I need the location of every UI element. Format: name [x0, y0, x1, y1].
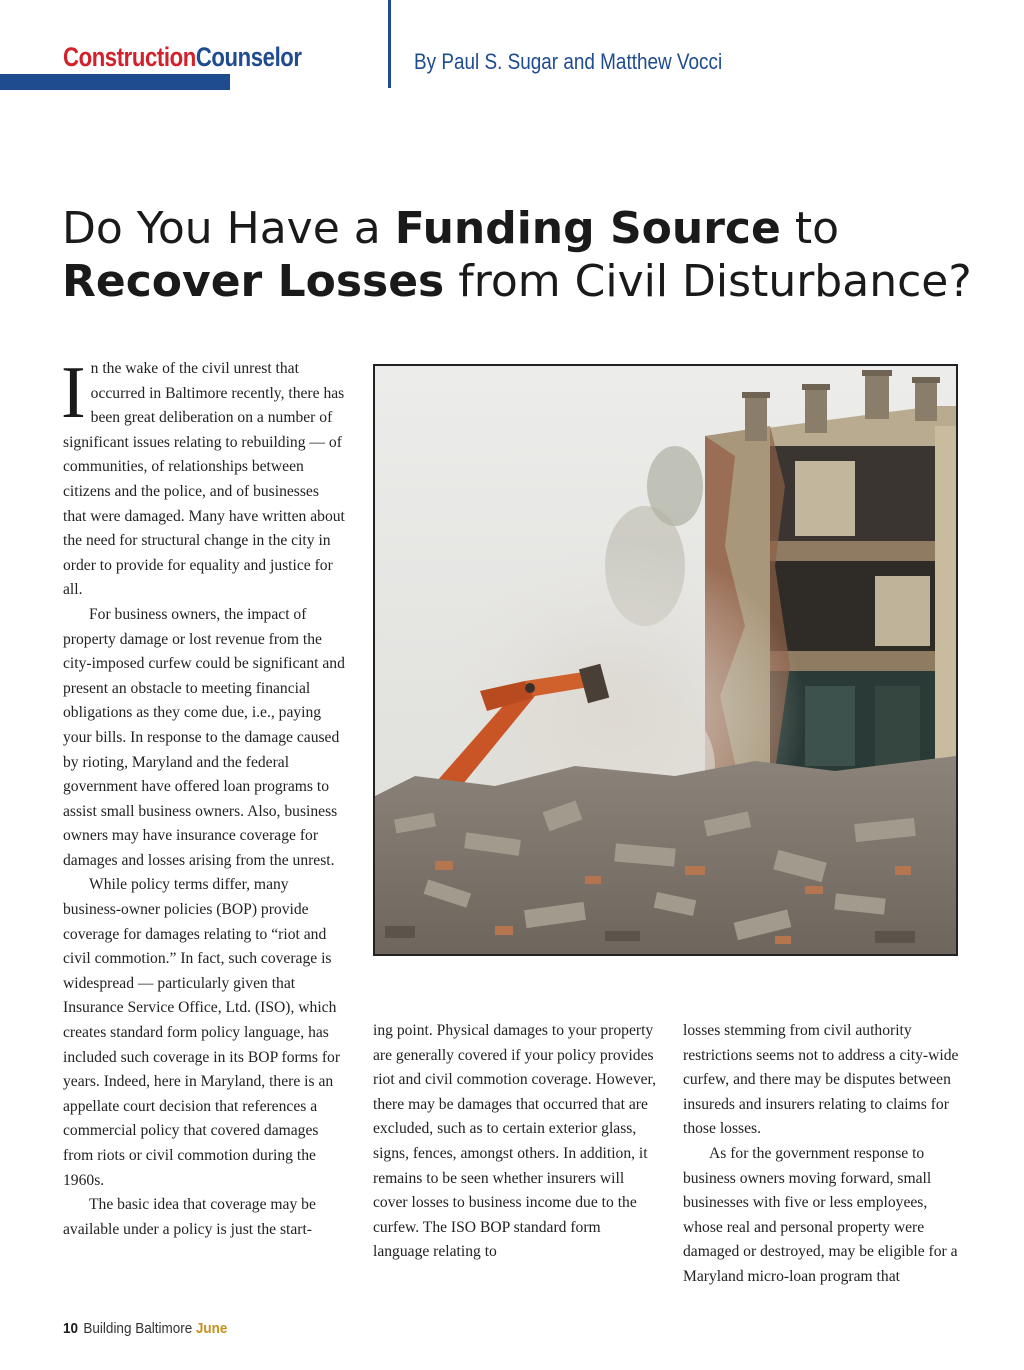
- headline-part5: from Civil Disturbance?: [444, 256, 972, 307]
- header-accent-bar: [0, 74, 230, 90]
- page-footer: [63, 1320, 227, 1338]
- brand-part-construction: Construction: [63, 42, 196, 72]
- article-column-1: [61, 352, 345, 1242]
- paragraph-1: [61, 352, 345, 603]
- page-number: 10: [63, 1320, 79, 1337]
- drop-cap: I: [61, 352, 86, 434]
- headline: [62, 202, 992, 308]
- demolition-photo: [373, 364, 958, 956]
- article-column-2: [373, 1019, 658, 1265]
- headline-part1: Do You Have a: [62, 203, 395, 254]
- headline-part2: Funding Source: [394, 203, 781, 254]
- publication-name: Building Baltimore: [83, 1320, 193, 1337]
- brand-part-counselor: Counselor: [195, 42, 302, 72]
- headline-part3: to: [780, 203, 839, 254]
- paragraph-3: While policy terms differ, many business-owner policies (BOP) provide coverage for damages relating to “riot and civil commotion.” In fact, such coverage is widespread — particularly given that Insurance Service Office, Ltd. (ISO), which creates standard form policy language, has included such coverage in its BOP forms for years. Indeed, here in Maryland, there is an appellate court decision that references a commercial policy that covered damages from riots or civil commotion during the 1960s.: [63, 876, 341, 1189]
- column-brand: [63, 40, 302, 74]
- paragraph-5: As for the government response to business owners moving forward, small businesses with five or less employees, whose real and personal property were damaged or destroyed, may be eligible for a Maryland micro-loan program that: [683, 1144, 958, 1285]
- paragraph-4-continued: ing point. Physical damages to your property are generally covered if your policy provides riot and civil commotion coverage. However, there may be damages that occurred that are excluded, such as to certain exterior glass, signs, fences, amongst others. In addition, it remains to be seen whether insurers will cover losses to business income due to the curfew. The ISO BOP standard form language relating to: [373, 1022, 657, 1261]
- byline: By Paul S. Sugar and Matthew Vocci: [414, 49, 723, 74]
- paragraph-4-end: losses stemming from civil authority restrictions seems not to address a city-wide curfew, and there may be disputes between insureds and insurers relating to claims for those losses.: [683, 1022, 959, 1138]
- paragraph-4-start: The basic idea that coverage may be available under a policy is just the start-: [63, 1196, 316, 1238]
- headline-part4: Recover Losses: [62, 256, 445, 307]
- issue-month: June: [195, 1320, 228, 1337]
- paragraph-1-text: n the wake of the civil unrest that occurred in Baltimore recently, there has been great deliberation on a number of significant issues relating to rebuilding — of communities, of relationships between citizens and the police, and of businesses that were damaged. Many have written about the need for structural change in the city in order to provide for equality and justice for all.: [63, 360, 345, 599]
- demolition-illustration: [375, 366, 956, 954]
- header-divider: [388, 0, 391, 88]
- article-column-3: [683, 1019, 968, 1290]
- paragraph-2: For business owners, the impact of property damage or lost revenue from the city-imposed curfew could be significant and present an obstacle to meeting financial obligations as they come due, i.e., paying your bills. In response to the damage caused by rioting, Maryland and the federal government have offered loan programs to assist small business owners. Also, business owners may have insurance coverage for damages and losses arising from the unrest.: [63, 605, 345, 869]
